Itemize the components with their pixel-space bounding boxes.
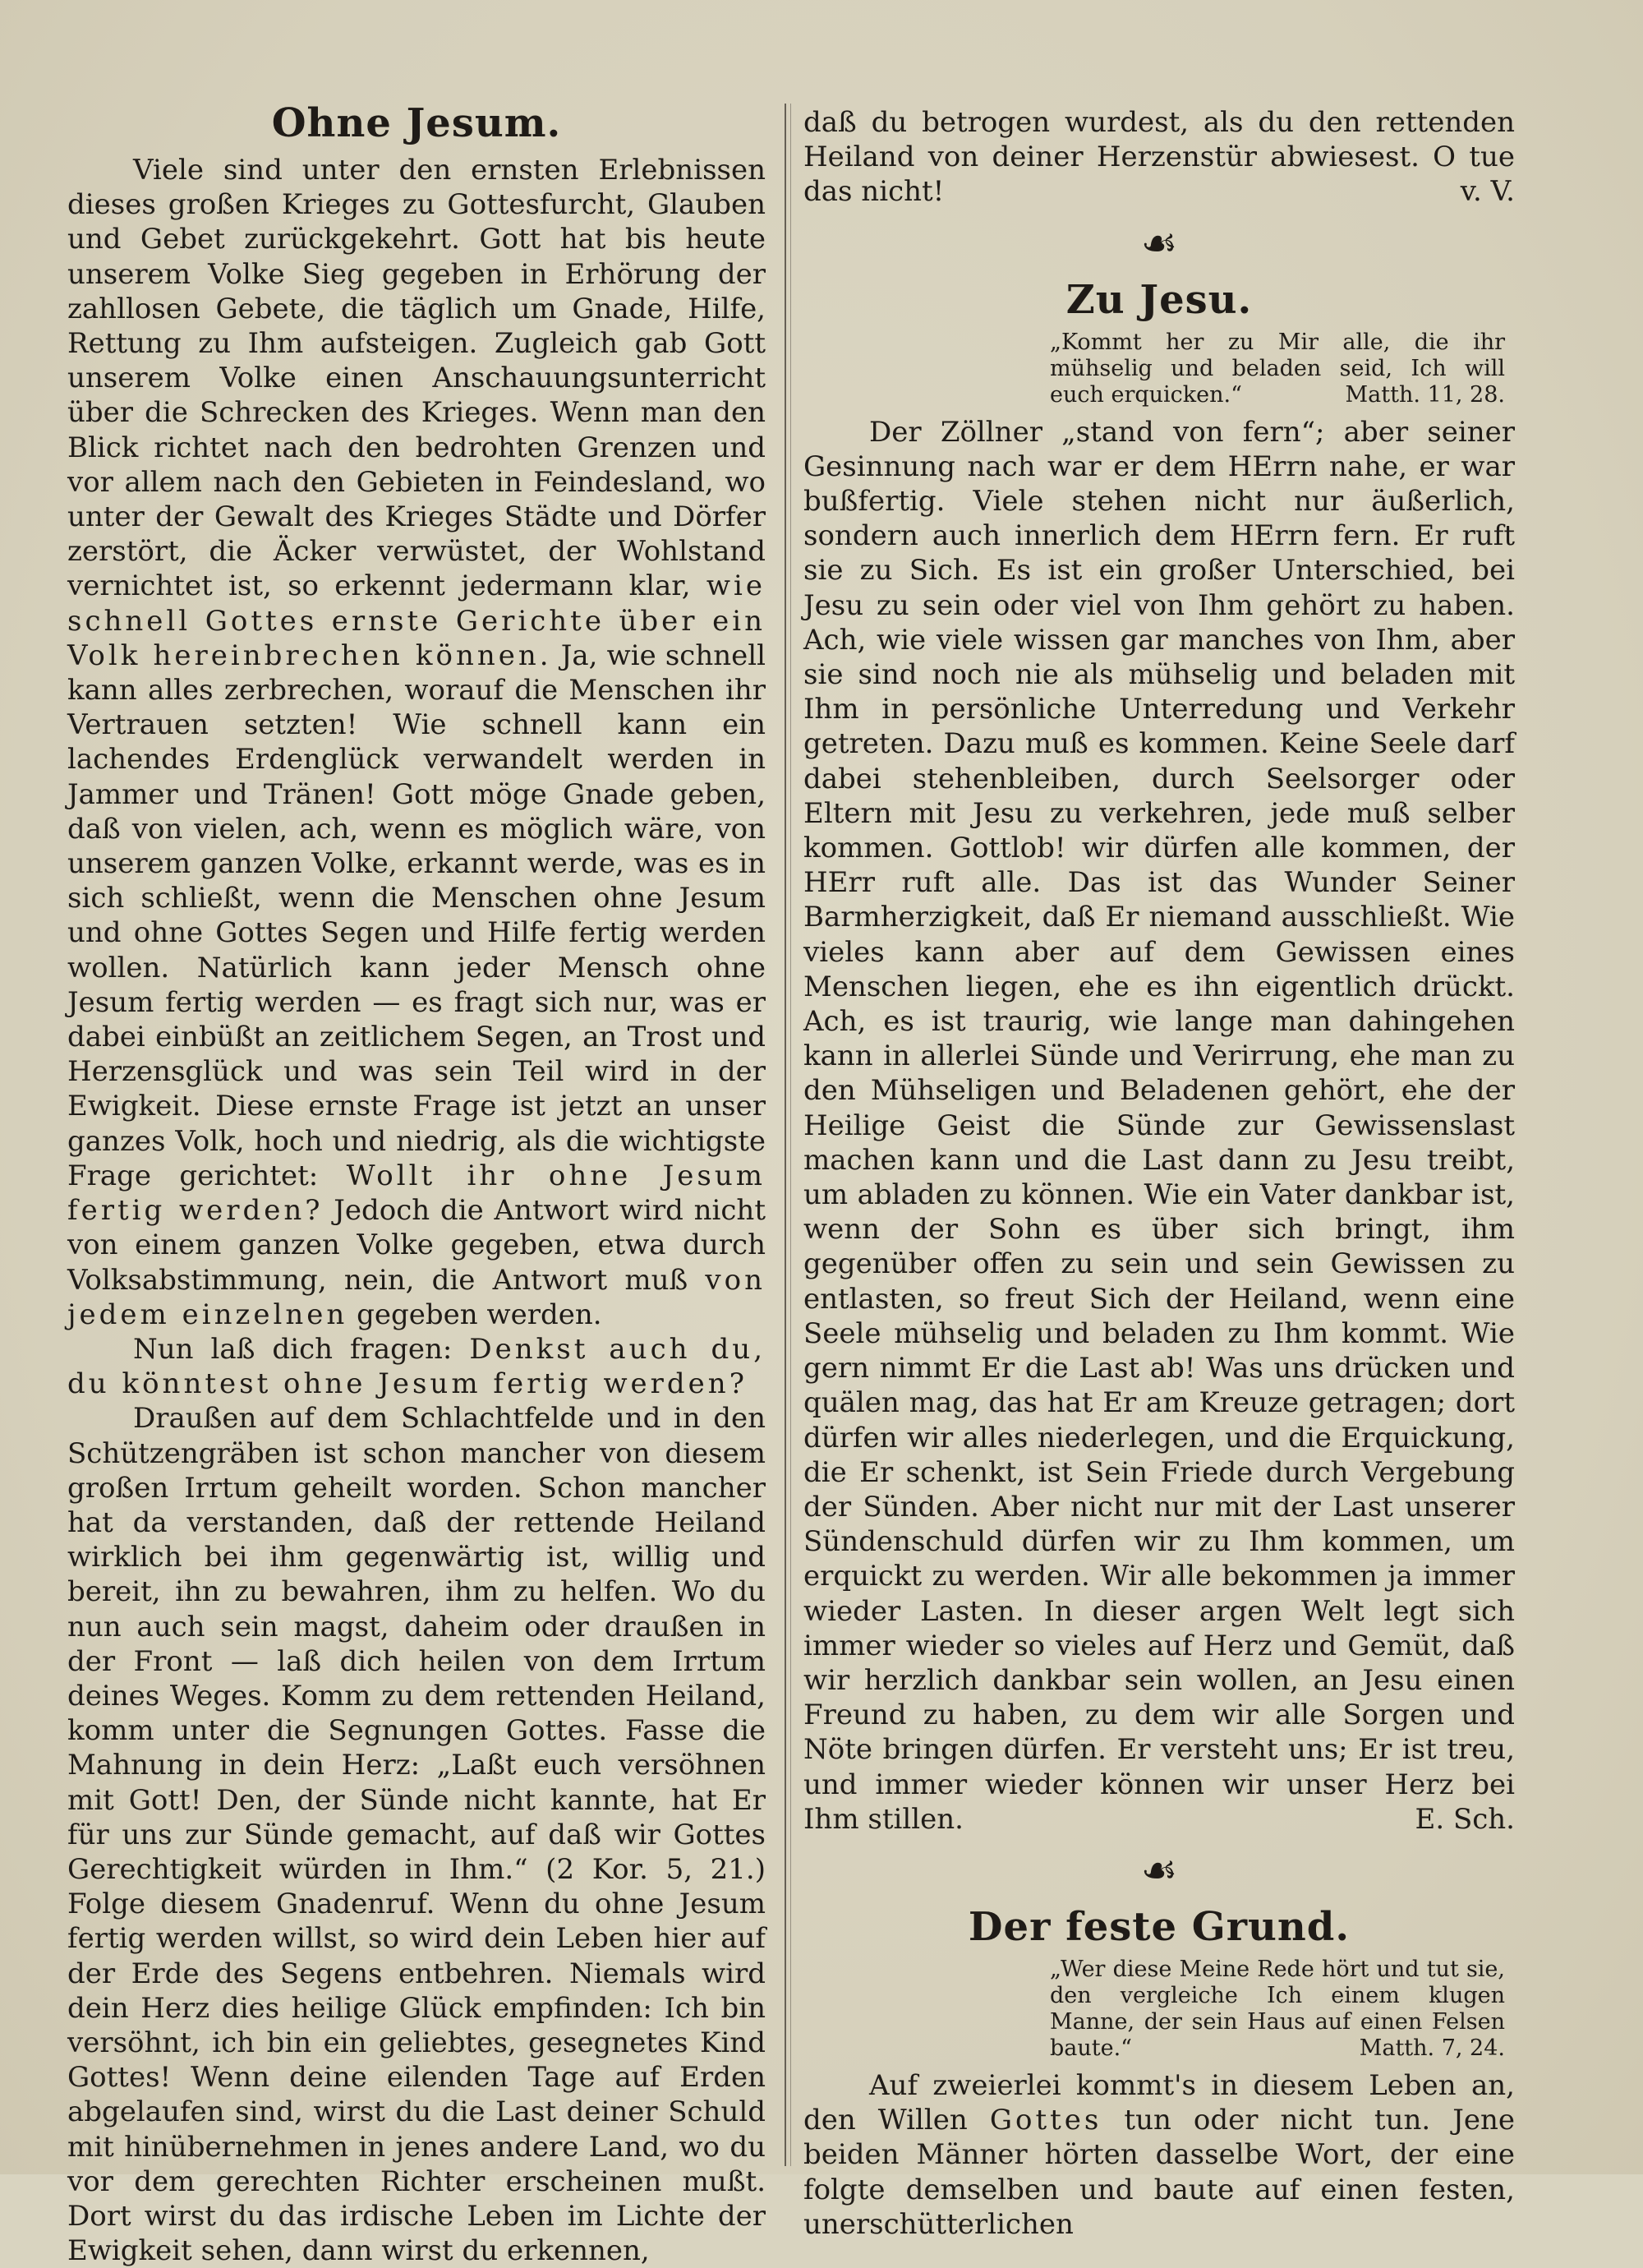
ornament-icon-2: ☙ [1140,1846,1178,1894]
bible-motto-2-ref: Matth. 7, 24. [1359,2035,1505,2061]
paragraph-1-spaced-individual: von jedem einzelnen [67,1263,766,1331]
article1-continuation-text: daß du betrogen wurdest, als du den rettenden Heiland von deiner Herzenstür abwiesest. O tue das nicht! [803,106,1515,209]
bible-motto-2-text: „Wer diese Meine Rede hört und tut sie, den vergleiche Ich einem klugen Manne, der sein Haus auf einen Felsen baute.“ [1050,1956,1505,2061]
article-title-ohne-jesum: Ohne Jesum. [271,100,562,146]
article-title-zu-jesu: Zu Jesu. [1065,276,1253,323]
article1-continuation [803,105,1515,210]
paragraph-3: Draußen auf dem Schlachtfelde und in den Schützengräben ist schon mancher von diesem großen Irrtum geheilt worden. Schon mancher hat da verstanden, daß der rettende Heiland wirklich bei ihm gegenwärtig ist, willig und bereit, ihn zu bewahren, ihm zu helfen. Wo du nun auch sein magst, daheim oder draußen in der Front — laß dich heilen von dem Irrtum deines Weges. Komm zu dem rettenden Heiland, komm unter die Segnungen Gottes. Fasse die Mahnung in dein Herz: „Laßt euch versöhnen mit Gott! Den, der Sünde nicht kannte, hat Er für uns zur Sünde gemacht, auf daß wir Gottes Gerechtigkeit würden in Ihm.“ (2 Kor. 5, 21.) Folge diesem Gnadenruf. Wenn du ohne Jesum fertig werden willst, so wird dein Leben hier auf der Erde des Segens entbehren. Niemals wird dein Herz dies heilige Glück empfinden: Ich bin versöhnt, ich bin ein geliebtes, gesegnetes Kind Gottes! Wenn deine eilenden Tage auf Erden abgelaufen sind, wirst du die Last deiner Schuld mit hinübernehmen in jenes andere Land, wo du vor dem gerechten Richter erscheinen mußt. Dort wirst du das irdische Leben im Lichte der Ewigkeit sehen, dann wirst du erkennen, [67,1402,766,2268]
article2-body [803,415,1515,1837]
bible-motto-1 [1050,330,1505,408]
article2-body-text: Der Zöllner „stand von fern“; aber seiner Gesinnung nach war er dem HErrn nahe, er war bußfertig. Viele stehen nicht nur äußerlich, sondern auch innerlich dem HErrn fern. Er ruft sie zu Sich. Es ist ein großer Unterschied, bei Jesu zu sein oder viel von Ihm gehört zu haben. Ach, wie viele wissen gar manches von Ihm, aber sie sind noch nie als mühselig und beladen mit Ihm in persönliche Unterredung und Verkehr getreten. Dazu muß es kommen. Keine Seele darf dabei stehenbleiben, durch Seelsorger oder Eltern mit Jesu zu verkehren, jede muß selber kommen. Gottlob! wir dürfen alle kommen, der HErr ruft alle. Das ist das Wunder Seiner Barmherzigkeit, daß Er niemand ausschließt. Wie vieles kann aber auf dem Gewissen eines Menschen liegen, ehe es ihn eigentlich drückt. Ach, es ist traurig, wie lange man dahingehen kann in allerlei Sünde und Verirrung, ehe man zu den Mühseligen und Beladenen gehört, ehe der Heilige Geist die Sünde zur Gewissenslast machen kann und die Last dann zu Jesu treibt, um abladen zu können. Wie ein Vater dankbar ist, wenn der Sohn es über sich bringt, ihm gegenüber offen zu sein und sein Gewissen zu entlasten, so freut Sich der Heiland, wenn eine Seele mühselig und beladen zu Ihm kommt. Wie gern nimmt Er die Last ab! Was uns drücken und quälen mag, das hat Er am Kreuze getragen; dort dürfen wir alles niederlegen, und die Erquickung, die Er schenkt, ist Sein Friede durch Vergebung der Sünden. Aber nicht nur mit der Last unserer Sündenschuld dürfen wir zu Ihm kommen, um erquickt zu werden. Wir alle bekommen ja immer wieder Lasten. In dieser argen Welt legt sich immer wieder so vieles auf Herz und Gemüt, daß wir herzlich dankbar sein wollen, an Jesu einen Freund zu haben, zu dem wir alle Sorgen und Nöte bringen dürfen. Er versteht uns; Er ist treu, und immer wieder können wir unser Herz bei Ihm stillen. [803,415,1515,1836]
ornament-icon: ☙ [1140,219,1178,267]
right-column [803,105,1515,2241]
article2-signature: E. Sch. [1415,1802,1515,1836]
paragraph-1 [67,153,766,1332]
paragraph-1-text-e: Jedoch die Antwort wird nicht von einem ganzen Volke gegeben, etwa durch Volksabstimmung, nein, die Antwort muß [67,1194,766,1297]
bible-motto-1-text: „Kommt her zu Mir alle, die ihr mühselig und beladen seid, Ich will euch erquicken.“ [1050,329,1505,408]
paragraph-1-spaced-a: wie schnell Gottes ernste Gerichte über ein Volk hereinbrechen können. [67,569,766,672]
paragraph-2 [67,1332,766,1401]
bible-motto-1-ref: Matth. 11, 28. [1345,381,1505,408]
article3-body-a: Auf zweierlei kommt's in diesem Leben an, den Willen [803,2068,1515,2137]
column-divider-thin [790,104,791,2166]
column-divider [785,104,786,2166]
article-title-der-feste-grund: Der feste Grund. [968,1903,1351,1950]
paragraph-1-text-c: Ja, wie schnell kann alles zerbrechen, worauf die Menschen ihr Vertrauen setzten! Wie schnell kann ein lachendes Erdenglück verwandelt werden in Jammer und Tränen! Gott möge Gnade geben, daß von vielen, ach, wenn es möglich wäre, von unserem ganzen Volke, erkannt werde, was es in sich schließt, wenn die Menschen ohne Jesum und ohne Gottes Segen und Hilfe fertig werden wollen. Natürlich kann jeder Mensch ohne Jesum fertig werden — es fragt sich nur, was er dabei einbüßt an zeitlichem Segen, an Trost und Herzensglück und was sein Teil wird in der Ewigkeit. Diese ernste Frage ist jetzt an unser ganzes Volk, hoch und niedrig, als die wichtigste Frage gerichtet: [67,638,766,1192]
paragraph-1-text-g: gegeben werden. [357,1298,602,1331]
paragraph-2-text-a: Nun laß dich fragen: [133,1332,453,1366]
article3-body-spaced: Gottes [989,2104,1102,2137]
article1-signature: v. V. [1460,175,1515,209]
article3-body [803,2068,1515,2242]
paragraph-1-text-a: Viele sind unter den ernsten Erlebnissen dieses großen Krieges zu Gottesfurcht, Glauben und Gebet zurückgekehrt. Gott hat bis heute unserem Volke Sieg gegeben in Erhörung der zahllosen Gebete, die täglich um Gnade, Hilfe, Rettung zu Ihm aufsteigen. Zugleich gab Gott unserem Volke einen Anschauungsunterricht über die Schrecken des Krieges. Wenn man den Blick richtet nach den bedrohten Grenzen und vor allem nach den Gebieten in Feindesland, wo unter der Gewalt des Krieges Städte und Dörfer zerstört, die Äcker verwüstet, der Wohlstand vernichtet ist, so erkennt jedermann klar, [67,154,766,603]
paragraph-2-spaced: Denkst auch du, du könntest ohne Jesum fertig werden? [67,1332,766,1401]
left-column [67,99,766,2268]
paragraph-1-spaced-question: Wollt ihr ohne Jesum fertig werden? [67,1159,766,1228]
bible-motto-2 [1050,1957,1505,2062]
article3-body-c: tun oder nicht tun. Jene beiden Männer hörten dasselbe Wort, der eine folgte demselben und baute auf einen festen, unerschütterlichen [803,2104,1515,2241]
